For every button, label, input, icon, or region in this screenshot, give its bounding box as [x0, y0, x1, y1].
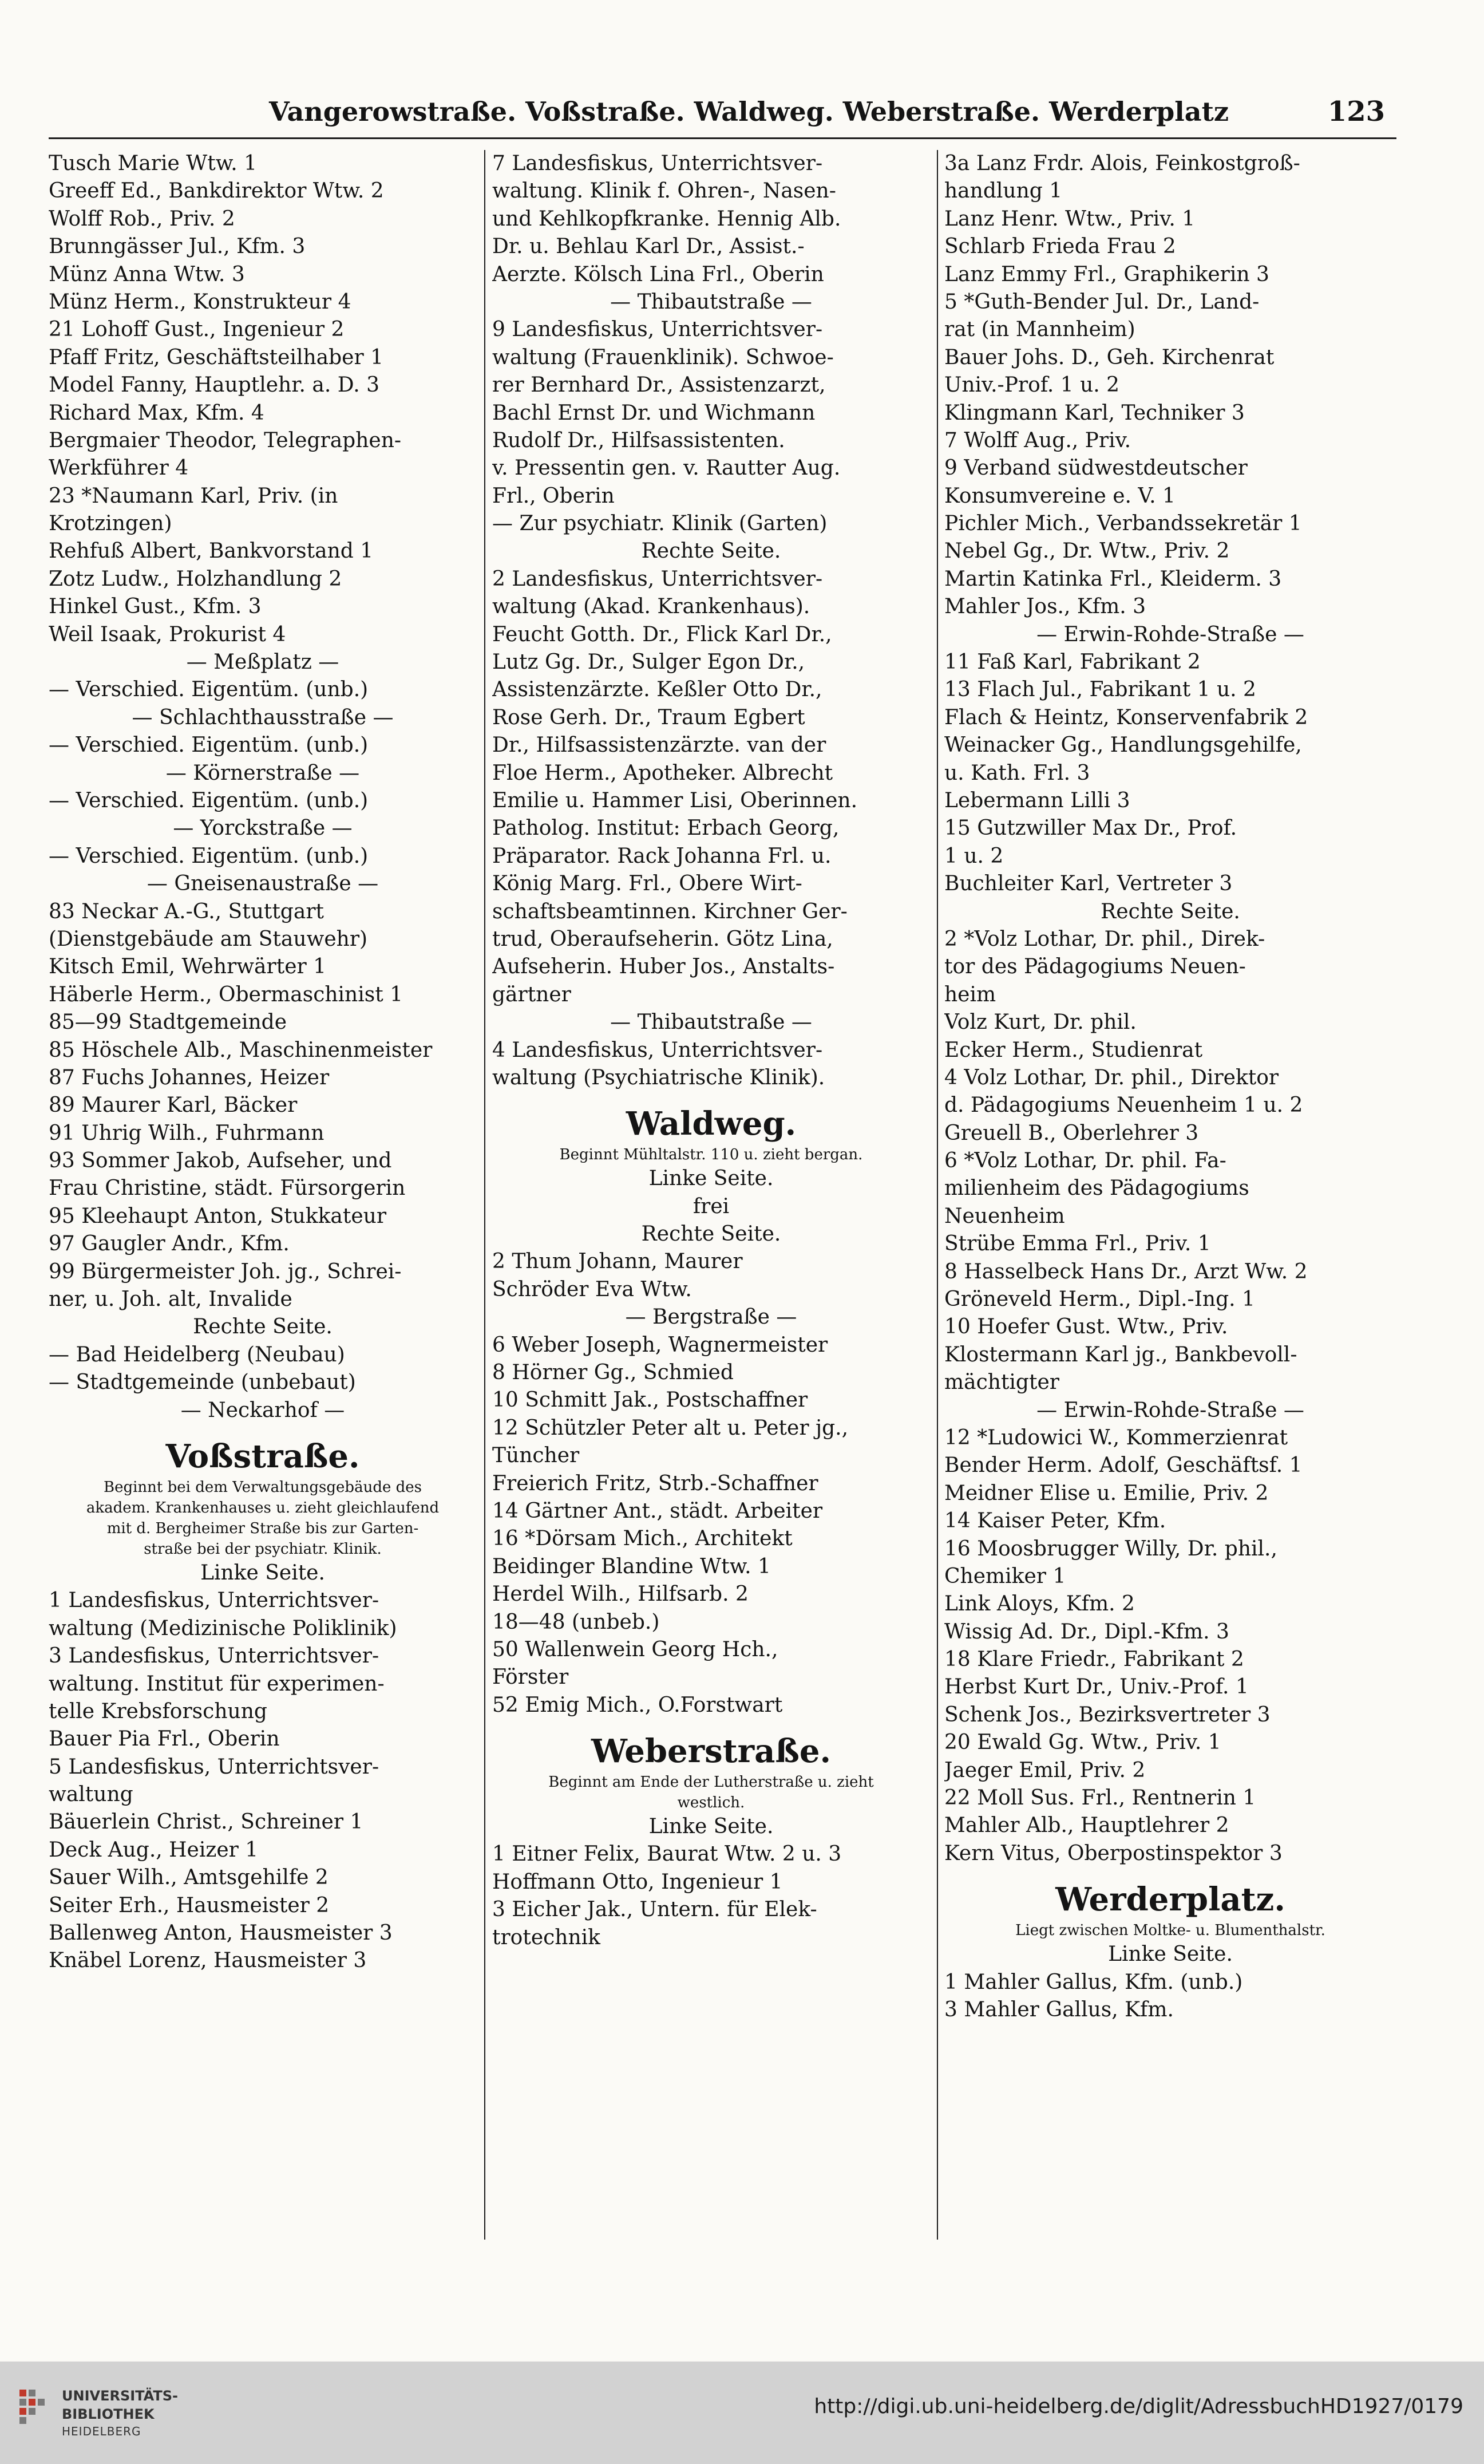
section-label: — Körnerstraße — [165, 761, 360, 785]
directory-entry: Mahler Alb., Hauptlehrer 2 [944, 1814, 1229, 1838]
directory-entry: 23 *Naumann Karl, Priv. (in [49, 484, 338, 508]
directory-entry: Zotz Ludw., Holzhandlung 2 [49, 567, 342, 591]
directory-entry: 6 Weber Joseph, Wagnermeister [492, 1333, 828, 1357]
directory-entry: 3 Landesfiskus, Unterrichtsver- [49, 1644, 379, 1668]
directory-entry: 12 *Ludowici W., Kommerzienrat [944, 1426, 1288, 1450]
section-label: Rechte Seite. [1101, 899, 1240, 923]
directory-entry: Floe Herm., Apotheker. Albrecht [492, 761, 833, 785]
directory-entry: Bäuerlein Christ., Schreiner 1 [49, 1810, 363, 1834]
section-label: Rechte Seite. [193, 1315, 333, 1339]
directory-entry: 18—48 (unbeb.) [492, 1610, 660, 1634]
footer-bar [0, 2362, 1484, 2464]
directory-entry: Dr. u. Behlau Karl Dr., Assist.- [492, 235, 805, 259]
directory-entry: — Stadtgemeinde (unbebaut) [49, 1371, 356, 1395]
directory-entry: 2 Thum Johann, Maurer [492, 1250, 743, 1274]
directory-entry: schaftsbeamtinnen. Kirchner Ger- [492, 899, 848, 923]
directory-entry: 1 Landesfiskus, Unterrichtsver- [49, 1589, 379, 1613]
spacer [49, 1424, 477, 1436]
directory-entry: Rudolf Dr., Hilfsassistenten. [492, 428, 785, 452]
directory-entry: telle Krebsforschung [49, 1699, 267, 1723]
directory-entry: Meidner Elise u. Emilie, Priv. 2 [944, 1481, 1269, 1505]
directory-entry: Tusch Marie Wtw. 1 [49, 152, 258, 175]
directory-entry: 3a Lanz Frdr. Alois, Feinkostgroß- [944, 152, 1300, 175]
directory-entry: Lanz Henr. Wtw., Priv. 1 [944, 207, 1196, 231]
directory-entry: Weinacker Gg., Handlungsgehilfe, [944, 733, 1302, 757]
directory-entry: Ballenweg Anton, Hausmeister 3 [49, 1921, 393, 1945]
directory-entry: — Verschied. Eigentüm. (unb.) [49, 733, 369, 757]
directory-entry: Knäbel Lorenz, Hausmeister 3 [49, 1949, 367, 1973]
directory-entry: Kern Vitus, Oberpostinspektor 3 [944, 1841, 1283, 1865]
section-label: — Erwin-Rohde-Straße — [1036, 1398, 1304, 1422]
directory-entry: Werkführer 4 [49, 456, 189, 480]
directory-entry: 93 Sommer Jakob, Aufseher, und [49, 1149, 392, 1173]
directory-entry: Kitsch Emil, Wehrwärter 1 [49, 955, 327, 979]
directory-entry: Model Fanny, Hauptlehr. a. D. 3 [49, 373, 380, 397]
directory-entry: 14 Gärtner Ant., städt. Arbeiter [492, 1499, 823, 1523]
directory-entry: 20 Ewald Gg. Wtw., Priv. 1 [944, 1731, 1221, 1755]
directory-entry: 3 Mahler Gallus, Kfm. [944, 1998, 1174, 2021]
directory-entry: waltung (Frauenklinik). Schwoe- [492, 345, 834, 369]
directory-entry: handlung 1 [944, 179, 1063, 203]
directory-entry: Schröder Eva Wtw. [492, 1277, 692, 1301]
section-label: Linke Seite. [1108, 1942, 1233, 1967]
header-rule [49, 137, 1396, 139]
directory-entry: Greeff Ed., Bankdirektor Wtw. 2 [49, 179, 384, 203]
directory-entry: heim [944, 982, 996, 1006]
directory-entry: 2 *Volz Lothar, Dr. phil., Direk- [944, 927, 1265, 951]
street-description: akadem. Krankenhauses u. zieht gleichlaufend [86, 1499, 440, 1517]
directory-entry: Lutz Gg. Dr., Sulger Egon Dr., [492, 650, 805, 674]
column-left [49, 150, 477, 2240]
section-label: Linke Seite. [648, 1167, 774, 1191]
street-heading: Waldweg. [626, 1105, 797, 1143]
section-label: — Meßplatz — [186, 650, 339, 674]
logo-text-line2: BIBLIOTHEK [62, 2406, 155, 2422]
directory-entry: 1 Eitner Felix, Baurat Wtw. 2 u. 3 [492, 1842, 842, 1866]
directory-entry: waltung (Psychiatrische Klinik). [492, 1065, 825, 1089]
directory-entry: tor des Pädagogiums Neuen- [944, 955, 1246, 979]
directory-entry: 16 *Dörsam Mich., Architekt [492, 1527, 793, 1551]
street-heading: Weberstraße. [591, 1732, 832, 1771]
directory-entry: Wissig Ad. Dr., Dipl.-Kfm. 3 [944, 1620, 1229, 1644]
directory-entry: Aufseherin. Huber Jos., Anstalts- [492, 955, 835, 979]
directory-entry: Hoffmann Otto, Ingenieur 1 [492, 1870, 783, 1894]
directory-entry: Bender Herm. Adolf, Geschäftsf. 1 [944, 1454, 1303, 1478]
directory-entry: 3 Eicher Jak., Untern. für Elek- [492, 1898, 817, 1922]
directory-entry: König Marg. Frl., Obere Wirt- [492, 872, 802, 896]
section-label: Rechte Seite. [641, 539, 781, 563]
directory-entry: 7 Wolff Aug., Priv. [944, 428, 1131, 452]
section-label: — Schlachthausstraße — [132, 705, 394, 729]
directory-entry: Greuell B., Oberlehrer 3 [944, 1121, 1199, 1145]
directory-entry: 52 Emig Mich., O.Forstwart [492, 1693, 783, 1717]
directory-entry: u. Kath. Frl. 3 [944, 761, 1090, 785]
directory-entry: — Verschied. Eigentüm. (unb.) [49, 844, 369, 868]
directory-entry: 85 Höschele Alb., Maschinenmeister [49, 1038, 433, 1062]
directory-entry: Herdel Wilh., Hilfsarb. 2 [492, 1582, 749, 1606]
section-label: Linke Seite. [200, 1561, 325, 1585]
section-label: frei [692, 1194, 730, 1218]
directory-entry: Bergmaier Theodor, Telegraphen- [49, 428, 402, 452]
directory-entry: Weil Isaak, Prokurist 4 [49, 622, 286, 646]
directory-entry: Konsumvereine e. V. 1 [944, 484, 1176, 508]
logo-text-line3: HEIDELBERG [62, 2424, 141, 2438]
directory-entry: Bauer Pia Frl., Oberin [49, 1727, 280, 1751]
directory-entry: Frau Christine, städt. Fürsorgerin [49, 1176, 406, 1201]
section-label: — Neckarhof — [180, 1398, 345, 1422]
directory-entry: 89 Maurer Karl, Bäcker [49, 1093, 298, 1118]
directory-entry: 95 Kleehaupt Anton, Stukkateur [49, 1204, 387, 1228]
directory-entry: trud, Oberaufseherin. Götz Lina, [492, 927, 833, 951]
directory-entry: 21 Lohoff Gust., Ingenieur 2 [49, 318, 345, 342]
directory-entry: v. Pressentin gen. v. Rautter Aug. [492, 456, 841, 480]
directory-entry: waltung. Klinik f. Ohren-, Nasen- [492, 179, 836, 203]
spacer [492, 1092, 930, 1103]
directory-entry: — Bad Heidelberg (Neubau) [49, 1342, 345, 1367]
directory-entry: rer Bernhard Dr., Assistenzarzt, [492, 373, 826, 397]
directory-entry: 97 Gaugler Andr., Kfm. [49, 1232, 290, 1256]
street-description: straße bei der psychiatr. Klinik. [144, 1540, 382, 1558]
directory-entry: 11 Faß Karl, Fabrikant 2 [944, 650, 1201, 674]
directory-entry: — Zur psychiatr. Klinik (Garten) [492, 512, 828, 536]
column-divider-1 [484, 150, 485, 2240]
directory-entry: Bauer Johs. D., Geh. Kirchenrat [944, 345, 1275, 369]
column-middle [492, 150, 930, 2240]
section-label: Linke Seite. [648, 1815, 774, 1839]
directory-entry: Chemiker 1 [944, 1564, 1066, 1588]
directory-entry: rat (in Mannheim) [944, 318, 1135, 342]
directory-entry: Pfaff Fritz, Geschäftsteilhaber 1 [49, 345, 384, 369]
directory-entry: — Verschied. Eigentüm. (unb.) [49, 678, 369, 702]
street-description: westlich. [677, 1794, 745, 1812]
directory-entry: 18 Klare Friedr., Fabrikant 2 [944, 1648, 1244, 1672]
directory-entry: Herbst Kurt Dr., Univ.-Prof. 1 [944, 1675, 1249, 1699]
directory-entry: Krotzingen) [49, 512, 172, 536]
directory-entry: Richard Max, Kfm. 4 [49, 401, 264, 425]
street-description: Liegt zwischen Moltke- u. Blumenthalstr. [1015, 1922, 1325, 1940]
directory-entry: 8 Hasselbeck Hans Dr., Arzt Ww. 2 [944, 1259, 1308, 1284]
directory-entry: milienheim des Pädagogiums [944, 1176, 1249, 1201]
directory-entry: 15 Gutzwiller Max Dr., Prof. [944, 816, 1237, 840]
street-heading: Voßstraße. [165, 1437, 360, 1475]
section-label: — Thibautstraße — [610, 290, 812, 314]
directory-entry: Neuenheim [944, 1204, 1065, 1228]
directory-entry: Präparator. Rack Johanna Frl. u. [492, 844, 832, 868]
directory-entry: Strübe Emma Frl., Priv. 1 [944, 1232, 1211, 1256]
source-url-link[interactable]: http://digi.ub.uni-heidelberg.de/diglit/AdressbuchHD1927/0179 [814, 2395, 1463, 2418]
directory-entry: Nebel Gg., Dr. Wtw., Priv. 2 [944, 539, 1230, 563]
directory-entry: Gröneveld Herm., Dipl.-Ing. 1 [944, 1288, 1255, 1312]
directory-entry: 87 Fuchs Johannes, Heizer [49, 1065, 330, 1089]
directory-entry: 10 Schmitt Jak., Postschaffner [492, 1388, 808, 1412]
directory-entry: (Dienstgebäude am Stauwehr) [49, 927, 368, 951]
street-description: Beginnt Mühltalstr. 110 u. zieht bergan. [559, 1146, 863, 1164]
directory-entry: Bachl Ernst Dr. und Wichmann [492, 401, 816, 425]
street-description: Beginnt bei dem Verwaltungsgebäude des [103, 1478, 422, 1496]
directory-entry: Lebermann Lilli 3 [944, 788, 1130, 812]
directory-entry: gärtner [492, 982, 571, 1006]
directory-entry: 14 Kaiser Peter, Kfm. [944, 1509, 1166, 1533]
section-label: — Erwin-Rohde-Straße — [1036, 622, 1304, 646]
directory-entry: 2 Landesfiskus, Unterrichtsver- [492, 567, 823, 591]
directory-entry: 10 Hoefer Gust. Wtw., Priv. [944, 1315, 1228, 1339]
directory-entry: Feucht Gotth. Dr., Flick Karl Dr., [492, 622, 832, 646]
directory-entry: 8 Hörner Gg., Schmied [492, 1361, 734, 1385]
directory-entry: 12 Schützler Peter alt u. Peter jg., [492, 1416, 849, 1440]
directory-entry: Buchleiter Karl, Vertreter 3 [944, 872, 1233, 896]
logo-text-line1: UNIVERSITÄTS- [62, 2388, 179, 2404]
directory-entry: 4 Landesfiskus, Unterrichtsver- [492, 1038, 823, 1062]
directory-entry: 4 Volz Lothar, Dr. phil., Direktor [944, 1065, 1279, 1089]
directory-entry: Förster [492, 1665, 569, 1689]
directory-entry: Sauer Wilh., Amtsgehilfe 2 [49, 1866, 329, 1890]
section-label: — Gneisenaustraße — [147, 872, 379, 896]
directory-entry: waltung. Institut für experimen- [49, 1672, 385, 1696]
directory-entry: Brunngässer Jul., Kfm. 3 [49, 235, 306, 259]
directory-entry: Freierich Fritz, Strb.-Schaffner [492, 1471, 818, 1495]
directory-entry: Dr., Hilfsassistenzärzte. van der [492, 733, 826, 757]
directory-entry: Seiter Erh., Hausmeister 2 [49, 1893, 330, 1917]
directory-entry: Frl., Oberin [492, 484, 615, 508]
section-label: — Yorckstraße — [173, 816, 353, 840]
directory-entry: Emilie u. Hammer Lisi, Oberinnen. [492, 788, 858, 812]
directory-entry: Schenk Jos., Bezirksvertreter 3 [944, 1703, 1271, 1727]
directory-entry: 9 Landesfiskus, Unterrichtsver- [492, 318, 823, 342]
directory-entry: Link Aloys, Kfm. 2 [944, 1592, 1135, 1616]
directory-entry: Univ.-Prof. 1 u. 2 [944, 373, 1120, 397]
directory-entry: Jaeger Emil, Priv. 2 [944, 1758, 1146, 1782]
street-description: Beginnt am Ende der Lutherstraße u. zieht [548, 1774, 874, 1791]
page-running-title: Vangerowstraße. Voßstraße. Waldweg. Weberstraße. Werderplatz [269, 96, 1229, 127]
directory-entry: Patholog. Institut: Erbach Georg, [492, 816, 840, 840]
directory-entry: 50 Wallenwein Georg Hch., [492, 1637, 778, 1661]
directory-entry: mächtigter [944, 1371, 1059, 1395]
directory-entry: 99 Bürgermeister Joh. jg., Schrei- [49, 1259, 402, 1284]
directory-entry: Wolff Rob., Priv. 2 [49, 207, 235, 231]
directory-entry: 5 *Guth-Bender Jul. Dr., Land- [944, 290, 1260, 314]
directory-entry: Klostermann Karl jg., Bankbevoll- [944, 1342, 1297, 1367]
directory-entry: Klingmann Karl, Techniker 3 [944, 401, 1245, 425]
directory-entry: Hinkel Gust., Kfm. 3 [49, 595, 262, 619]
spacer [492, 1719, 930, 1731]
street-description: mit d. Bergheimer Straße bis zur Garten- [106, 1519, 419, 1537]
directory-entry: Deck Aug., Heizer 1 [49, 1838, 259, 1862]
directory-entry: 16 Moosbrugger Willy, Dr. phil., [944, 1537, 1277, 1561]
column-divider-2 [937, 150, 938, 2240]
directory-entry: Münz Herm., Konstrukteur 4 [49, 290, 351, 314]
section-label: Rechte Seite. [641, 1222, 781, 1246]
directory-entry: 22 Moll Sus. Frl., Rentnerin 1 [944, 1786, 1256, 1810]
directory-entry: 85—99 Stadtgemeinde [49, 1010, 287, 1034]
directory-entry: Mahler Jos., Kfm. 3 [944, 595, 1146, 619]
directory-entry: Assistenzärzte. Keßler Otto Dr., [492, 678, 822, 702]
directory-entry: Volz Kurt, Dr. phil. [944, 1010, 1137, 1034]
directory-entry: Häberle Herm., Obermaschinist 1 [49, 982, 403, 1006]
page-number: 123 [1327, 96, 1385, 128]
directory-entry: Münz Anna Wtw. 3 [49, 262, 245, 286]
section-label: — Bergstraße — [625, 1305, 797, 1329]
directory-entry: 1 Mahler Gallus, Kfm. (unb.) [944, 1970, 1243, 1994]
directory-entry: Aerzte. Kölsch Lina Frl., Oberin [492, 262, 824, 286]
directory-entry: Beidinger Blandine Wtw. 1 [492, 1554, 771, 1578]
directory-entry: Tüncher [492, 1444, 580, 1468]
directory-entry: Ecker Herm., Studienrat [944, 1038, 1203, 1062]
street-heading: Werderplatz. [1055, 1881, 1285, 1919]
directory-entry: Schlarb Frieda Frau 2 [944, 235, 1176, 259]
section-label: — Thibautstraße — [610, 1010, 812, 1034]
directory-entry: trotechnik [492, 1925, 600, 1949]
directory-entry: ner, u. Joh. alt, Invalide [49, 1288, 292, 1312]
directory-entry: Rose Gerh. Dr., Traum Egbert [492, 705, 805, 729]
column-right [944, 150, 1396, 2240]
directory-entry: waltung (Medizinische Poliklinik) [49, 1616, 397, 1640]
spacer [944, 1867, 1396, 1879]
directory-entry: 13 Flach Jul., Fabrikant 1 u. 2 [944, 678, 1256, 702]
directory-entry: — Verschied. Eigentüm. (unb.) [49, 788, 369, 812]
directory-entry: Flach & Heintz, Konservenfabrik 2 [944, 705, 1308, 729]
directory-entry: 1 u. 2 [944, 844, 1004, 868]
directory-entry: 6 *Volz Lothar, Dr. phil. Fa- [944, 1149, 1226, 1173]
directory-entry: Lanz Emmy Frl., Graphikerin 3 [944, 262, 1269, 286]
directory-entry: und Kehlkopfkranke. Hennig Alb. [492, 207, 841, 231]
directory-entry: waltung [49, 1783, 133, 1807]
directory-entry: Martin Katinka Frl., Kleiderm. 3 [944, 567, 1282, 591]
directory-entry: 5 Landesfiskus, Unterrichtsver- [49, 1755, 379, 1779]
library-logo-icon [17, 2387, 54, 2439]
directory-entry: d. Pädagogiums Neuenheim 1 u. 2 [944, 1093, 1303, 1118]
directory-entry: Rehfuß Albert, Bankvorstand 1 [49, 539, 374, 563]
directory-entry: 9 Verband südwestdeutscher [944, 456, 1248, 480]
directory-entry: 7 Landesfiskus, Unterrichtsver- [492, 152, 823, 175]
directory-entry: 83 Neckar A.-G., Stuttgart [49, 899, 324, 923]
directory-entry: waltung (Akad. Krankenhaus). [492, 595, 810, 619]
directory-entry: 91 Uhrig Wilh., Fuhrmann [49, 1121, 324, 1145]
directory-entry: Pichler Mich., Verbandssekretär 1 [944, 512, 1302, 536]
